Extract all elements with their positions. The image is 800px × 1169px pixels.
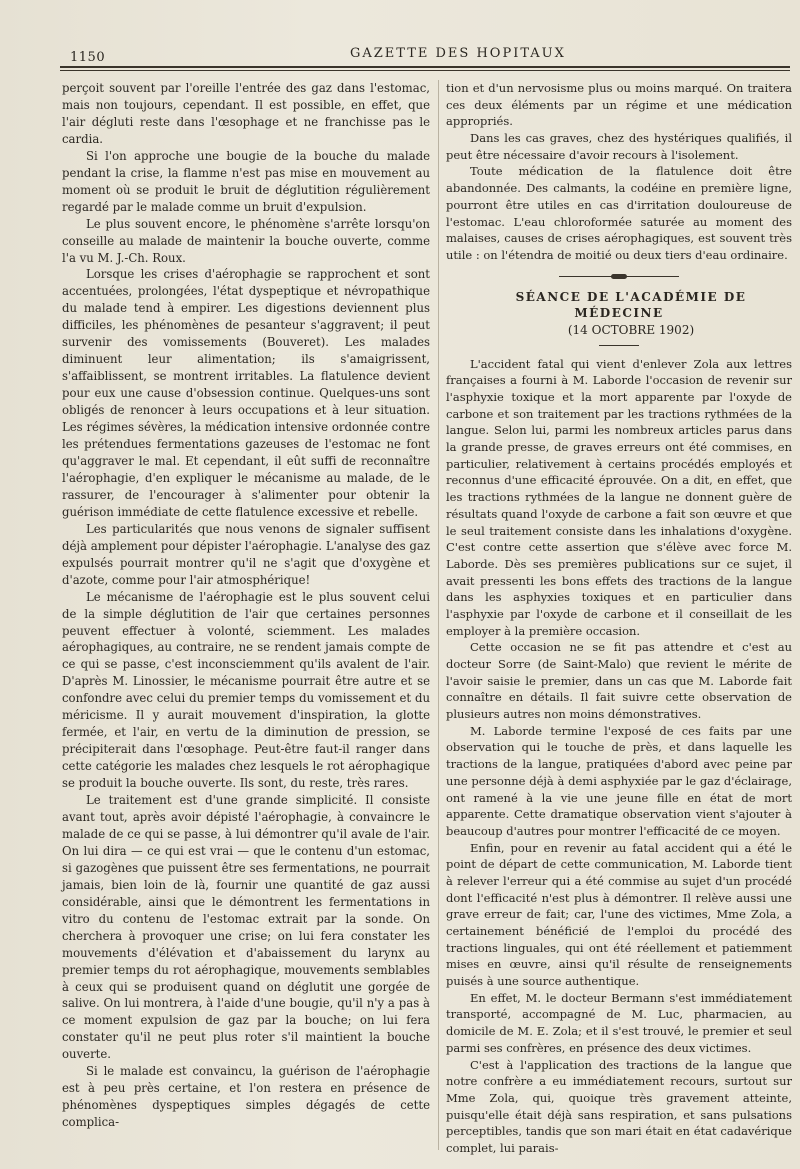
- paragraph: En effet, M. le docteur Bermann s'est immédiatement transporté, accompagné de M. Luc, pharmacien, au domicile de M. E. Zola; et il s'est trouvé, le premier et seul parmi ses confrères, en présence des deux victimes.: [446, 990, 792, 1055]
- separator-ornament: [611, 274, 627, 279]
- right-column: [446, 80, 792, 1157]
- paragraph: C'est à l'application des tractions de la langue que notre confrère a eu immédiatement recours, surtout sur Mme Zola, qui, quoique très gravement atteinte, puisqu'elle était déjà sans respiration, et sans pulsations perceptibles, tandis que son mari était en état cadavérique complet, lui parais-: [446, 1057, 792, 1155]
- short-rule: [599, 345, 639, 346]
- page-number: 1150: [70, 50, 106, 65]
- section-date: (14 OCTOBRE 1902): [567, 322, 695, 337]
- section-title: SÉANCE DE L'ACADÉMIE DE MÉDECINE: [515, 289, 747, 321]
- paragraph: Les particularités que nous venons de signaler suffisent déjà amplement pour dépister l'aérophagie. L'analyse des gaz expulsés pourrait montrer qu'il ne s'agit que d'oxygène et d'azote, comme pour l'air atmosphérique!: [62, 521, 430, 587]
- running-title: GAZETTE DES HOPITAUX: [350, 46, 566, 61]
- paragraph: Le mécanisme de l'aérophagie est le plus souvent celui de la simple déglutition de l'air que certaines personnes peuvent effectuer à volonté, sciemment. Les malades aérophagiques, au contraire, ne se rendent jamais compte de ce qui se passe, c'est inconsciemment qu'ils avalent de l'air. D'après M. Linossier, le mécanisme pourrait être autre et se confondre avec celui du premier temps du vomissement et du méricisme. Il y aurait mouvement d'inspiration, la glotte fermée, et l'air, en vertu de la diminution de pression, se précipiterait dans l'œsophage. Peut-être faut-il ranger dans cette catégorie les malades chez lesquels le rot aérophagique se produit la bouche ouverte. Ils sont, du reste, très rares.: [62, 589, 430, 791]
- paragraph: M. Laborde termine l'exposé de ces faits par une observation qui le touche de près, et dans laquelle les tractions de la langue, pratiquées d'abord avec peine par une personne déjà à demi asphyxiée par le gaz d'éclairage, ont ramené à la vie une jeune fille en état de mort apparente. Cette dramatique observation vient s'ajouter à beaucoup d'autres pour montrer l'efficacité de ce moyen.: [446, 723, 792, 838]
- paragraph: L'accident fatal qui vient d'enlever Zola aux lettres françaises a fourni à M. Laborde l'occasion de revenir sur l'asphyxie toxique et la mort apparente par l'oxyde de carbone et son traitement par les tractions rythmées de la langue. Selon lui, parmi les nombreux articles parus dans la grande presse, de graves erreurs ont été commises, en particulier, relativement à certains procédés employés et reconnus d'une efficacité éprouvée. On a dit, en effet, que les tractions rythmées de la langue ne donnent guère de résultats quand l'oxyde de carbone a fait son œuvre et que le seul traitement consiste dans les inhalations d'oxygène. C'est contre cette assertion que s'élève avec force M. Laborde. Dès ses premières publications sur ce sujet, il avait pressenti les bons effets des tractions de la langue dans les asphyxies toxiques et en particulier dans l'asphyxie par l'oxyde de carbone et il conseillait de les employer à la première occasion.: [446, 356, 792, 638]
- paragraph: Le traitement est d'une grande simplicité. Il consiste avant tout, après avoir dépisté l'aérophagie, à convaincre le malade de ce qui se passe, à lui démontrer qu'il avale de l'air. On lui dira — ce qui est vrai — que le contenu d'un estomac, si gazogènes que puissent être ses fermentations, ne pourrait jamais, bien loin de là, fournir une quantité de gaz aussi considérable, ainsi que le démontrent les fermentations in vitro du contenu de l'estomac extrait par la sonde. On cherchera à provoquer une crise; on lui fera constater les mouvements d'élévation et d'abaissement du larynx au premier temps du rot aérophagique, mouvements semblables à ceux qui se produisent quand on déglutit une gorgée de salive. On lui montrera, à l'aide d'une bougie, qu'il n'y a pas à ce moment expulsion de gaz par la bouche; on lui fera constater qu'il ne peut plus roter s'il maintient la bouche ouverte.: [62, 793, 430, 1062]
- paragraph: perçoit souvent par l'oreille l'entrée des gaz dans l'estomac, mais non toujours, cependant. Il est possible, en effet, que l'air dégluti reste dans l'œsophage et ne franchisse pas le cardia.: [62, 81, 430, 146]
- header-rule: [60, 66, 790, 68]
- header-rule-thin: [60, 70, 790, 71]
- column-divider: [438, 80, 439, 1150]
- paragraph: Si l'on approche une bougie de la bouche du malade pendant la crise, la flamme n'est pas mise en mouvement au moment où se produit le bruit de déglutition régulièrement regardé par le malade comme un bruit d'expulsion.: [62, 148, 430, 214]
- paragraph: Le plus souvent encore, le phénomène s'arrête lorsqu'on conseille au malade de maintenir la bouche ouverte, comme l'a vu M. J.-Ch. Roux.: [62, 216, 430, 265]
- section-separator: [559, 276, 679, 277]
- paragraph: Cette occasion ne se fit pas attendre et c'est au docteur Sorre (de Saint-Malo) que revient le mérite de l'avoir saisie le premier, dans un cas que M. Laborde fait connaître en détails. Il fait suivre cette observation de plusieurs autres non moins démonstratives.: [446, 640, 792, 722]
- paragraph: Lorsque les crises d'aérophagie se rapprochent et sont accentuées, prolongées, l'état dyspeptique et névropathique du malade tend à empirer. Les digestions deviennent plus difficiles, les phénomènes de pesanteur s'aggravent; il peut survenir des vomissements (Bouveret). Les malades diminuent leur alimentation; ils s'amaigrissent, s'affaiblissent, se montrent irritables. La flatulence devient pour eux une cause d'obsession continue. Quelques-uns sont obligés de renoncer à leurs occupations et à leur situation. Les régimes sévères, la médication intensive ordonnée contre les prétendues fermentations gazeuses de l'estomac ne font qu'aggraver le mal. Et cependant, il eût suffi de reconnaître l'aérophagie, d'en expliquer le mécanisme au malade, de le rassurer, de l'encourager à s'alimenter pour obtenir la guérison immédiate de cette flatulence excessive et rebelle.: [62, 267, 430, 519]
- left-column: [62, 80, 430, 1131]
- paragraph: tion et d'un nervosisme plus ou moins marqué. On traitera ces deux éléments par un régime et une médication appropriés.: [446, 81, 792, 129]
- paragraph: Dans les cas graves, chez des hystériques qualifiés, il peut être nécessaire d'avoir recours à l'isolement.: [446, 131, 792, 162]
- paragraph: Enfin, pour en revenir au fatal accident qui a été le point de départ de cette communication, M. Laborde tient à relever l'erreur qui a été commise au sujet d'un procédé dont l'efficacité n'est plus à démontrer. Il relève aussi une grave erreur de fait; car, l'une des victimes, Mme Zola, a certainement bénéficié de l'emploi du procédé des tractions linguales, qui ont été réellement et patiemment mises en œuvre, ainsi qu'il résulte de renseignements puisés à une source authentique.: [446, 840, 792, 989]
- paragraph: Toute médication de la flatulence doit être abandonnée. Des calmants, la codéine en première ligne, pourront être utiles en cas d'irritation douloureuse de l'estomac. L'eau chloroformée saturée au moment des malaises, causes de crises aérophagiques, est souvent très utile : on l'étendra de moitié ou deux tiers d'eau ordinaire.: [446, 164, 792, 262]
- paragraph: Si le malade est convaincu, la guérison de l'aérophagie est à peu près certaine, et l'on restera en présence de phénomènes dyspeptiques simples dégagés de cette complica-: [62, 1064, 430, 1130]
- page-header: [60, 38, 790, 66]
